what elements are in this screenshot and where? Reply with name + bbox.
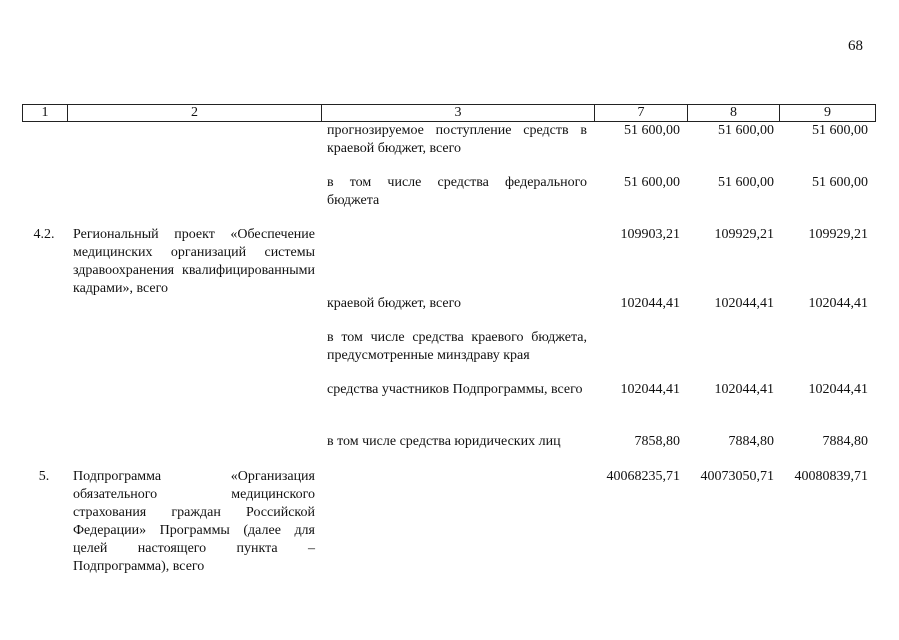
- row-number: 4.2.: [33, 227, 55, 242]
- row-value-7: 7858,80: [634, 434, 680, 449]
- row-value-8: 40073050,71: [700, 469, 774, 484]
- row-value-9: 7884,80: [822, 434, 868, 449]
- row-value-7: 51 600,00: [624, 175, 680, 190]
- row-value-7: 102044,41: [620, 296, 680, 311]
- row-description: средства участников Подпрограммы, всего: [327, 382, 583, 397]
- row-value-9: 102044,41: [808, 382, 868, 397]
- row-value-7: 109903,21: [620, 227, 680, 242]
- row-description: в том числе средства краевого бюджета, предусмотренные минздраву края: [327, 330, 587, 363]
- header-col-3: 3: [322, 105, 595, 122]
- row-name: Подпрограмма «Организация обязательного медицинского страхования граждан Российской Федерации» Программы (далее для целей настоящего пункта – Подпрограмма), всего: [73, 469, 315, 574]
- row-value-8: 109929,21: [714, 227, 774, 242]
- row-value-8: 7884,80: [728, 434, 774, 449]
- row-value-9: 40080839,71: [794, 469, 868, 484]
- header-col-8: 8: [688, 105, 780, 122]
- row-value-8: 102044,41: [714, 296, 774, 311]
- table-header: [22, 104, 876, 122]
- header-col-1: 1: [23, 105, 68, 122]
- row-description: прогнозируемое поступление средств в краевой бюджет, всего: [327, 123, 587, 156]
- row-value-7: 51 600,00: [624, 123, 680, 138]
- row-value-9: 51 600,00: [812, 123, 868, 138]
- row-value-8: 51 600,00: [718, 175, 774, 190]
- row-description: в том числе средства федерального бюджета: [327, 175, 587, 208]
- header-col-9: 9: [780, 105, 876, 122]
- header-col-2: 2: [68, 105, 322, 122]
- row-description: краевой бюджет, всего: [327, 296, 462, 311]
- row-value-9: 109929,21: [808, 227, 868, 242]
- row-value-9: 51 600,00: [812, 175, 868, 190]
- page-number: 68: [848, 38, 863, 54]
- row-value-7: 102044,41: [620, 382, 680, 397]
- row-value-7: 40068235,71: [606, 469, 680, 484]
- row-value-8: 51 600,00: [718, 123, 774, 138]
- header-col-7: 7: [595, 105, 688, 122]
- row-value-9: 102044,41: [808, 296, 868, 311]
- row-number: 5.: [38, 469, 50, 484]
- row-description: в том числе средства юридических лиц: [327, 434, 561, 449]
- row-name: Региональный проект «Обеспечение медицинских организаций системы здравоохранения квалифицированными кадрами», всего: [73, 227, 315, 296]
- row-value-8: 102044,41: [714, 382, 774, 397]
